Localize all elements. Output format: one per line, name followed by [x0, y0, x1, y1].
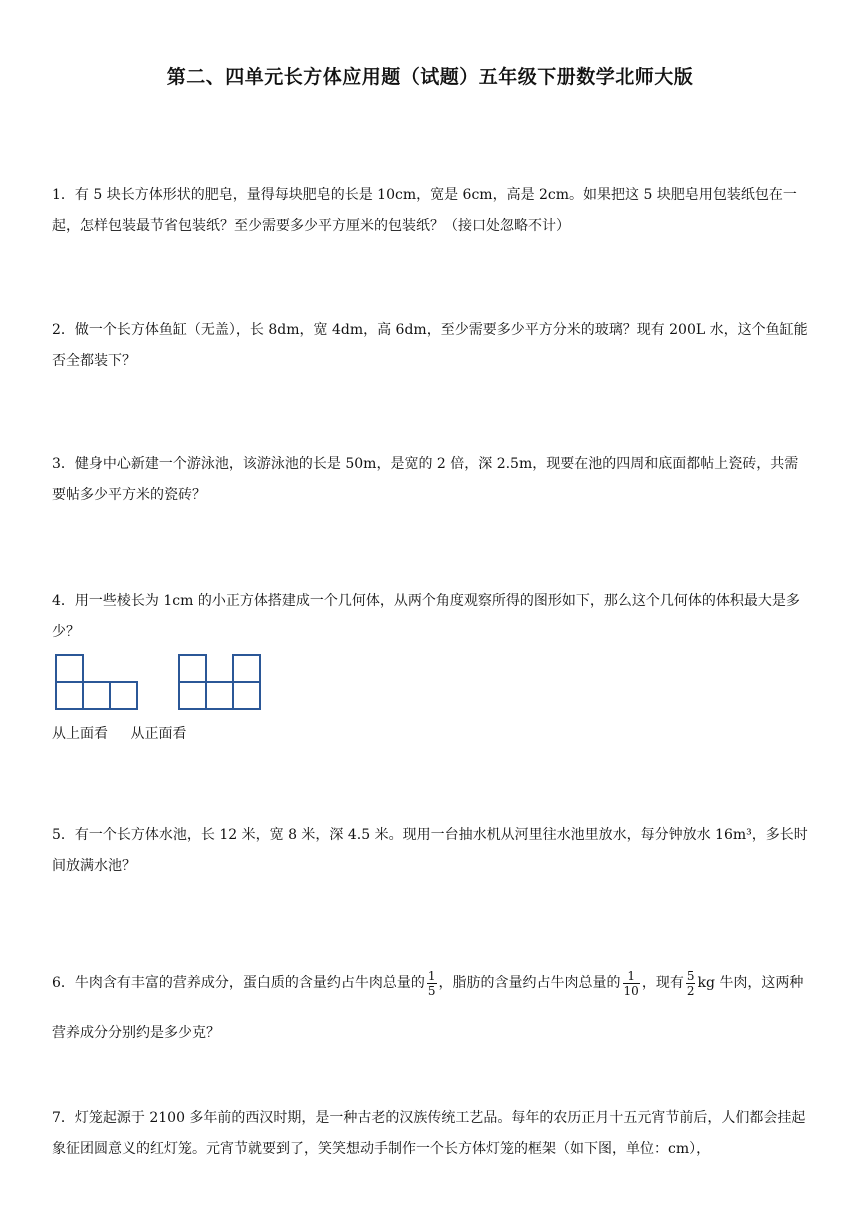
front-view-cube	[179, 655, 206, 682]
top-view-label: 从上面看	[52, 726, 108, 742]
top-view-cube	[56, 682, 83, 709]
question-3: 3．健身中心新建一个游泳池，该游泳池的长是 50m，是宽的 2 倍，深 2.5m，现要在池的四周和底面都帖上瓷砖，共需要帖多少平方米的瓷砖？	[52, 456, 799, 503]
question-6-text-2: ，脂肪的含量约占牛肉总量的	[438, 975, 621, 991]
question-2: 2．做一个长方体鱼缸（无盖），长 8dm，宽 4dm，高 6dm，至少需要多少平方分米的玻璃？现有 200L 水，这个鱼缸能否全都装下？	[52, 322, 808, 369]
view-figures	[55, 654, 270, 714]
question-1: 1．有 5 块长方体形状的肥皂，量得每块肥皂的长是 10cm，宽是 6cm，高是 2cm。如果把这 5 块肥皂用包装纸包在一起，怎样包装最节省包装纸？至少需要多少平方厘米的包装纸？（接口处忽略不计）	[52, 187, 797, 234]
top-view-figure	[56, 655, 137, 709]
question-6-text-1: 6．牛肉含有丰富的营养成分，蛋白质的含量约占牛肉总量的	[52, 975, 425, 991]
top-view-cube	[83, 682, 110, 709]
front-view-cube	[179, 682, 206, 709]
front-view-cube	[233, 655, 260, 682]
front-view-label: 从正面看	[130, 726, 187, 742]
front-view-cube	[233, 682, 260, 709]
question-5: 5．有一个长方体水池，长 12 米，宽 8 米，深 4.5 米。现用一台抽水机从河里往水池里放水，每分钟放水 16m³，多长时间放满水池？	[52, 827, 808, 874]
fraction-numerator: 1	[427, 968, 436, 983]
fraction-numerator: 5	[686, 968, 695, 983]
question-6-text-3: ，现有	[641, 975, 684, 991]
fraction-protein	[427, 969, 437, 998]
front-view-figure	[179, 655, 260, 709]
question-7: 7．灯笼起源于 2100 多年前的西汉时期，是一种古老的汉族传统工艺品。每年的农历正月十五元宵节前后，人们都会挂起象征团圆意义的红灯笼。元宵节就要到了，笑笑想动手制作一个长方体灯笼的框架（如下图，单位：cm），	[52, 1110, 806, 1157]
fraction-denominator: 5	[427, 983, 436, 998]
fraction-beef-amount	[686, 969, 696, 998]
fraction-fat	[623, 969, 640, 998]
figure-labels	[52, 722, 204, 746]
question-4: 4．用一些棱长为 1cm 的小正方体搭建成一个几何体，从两个角度观察所得的图形如下，那么这个几何体的体积最大是多少？	[52, 593, 800, 640]
fraction-denominator: 2	[686, 983, 695, 998]
question-6	[52, 958, 812, 1058]
fraction-numerator: 1	[627, 968, 635, 983]
page-title: 第二、四单元长方体应用题（试题）五年级下册数学北师大版	[166, 66, 694, 88]
fraction-denominator: 10	[623, 983, 639, 998]
question-6-text-4: kg 牛肉，这两种营养成分分别约是多少克？	[52, 975, 804, 1041]
top-view-cube	[56, 655, 83, 682]
top-view-cube	[110, 682, 137, 709]
front-view-cube	[206, 682, 233, 709]
